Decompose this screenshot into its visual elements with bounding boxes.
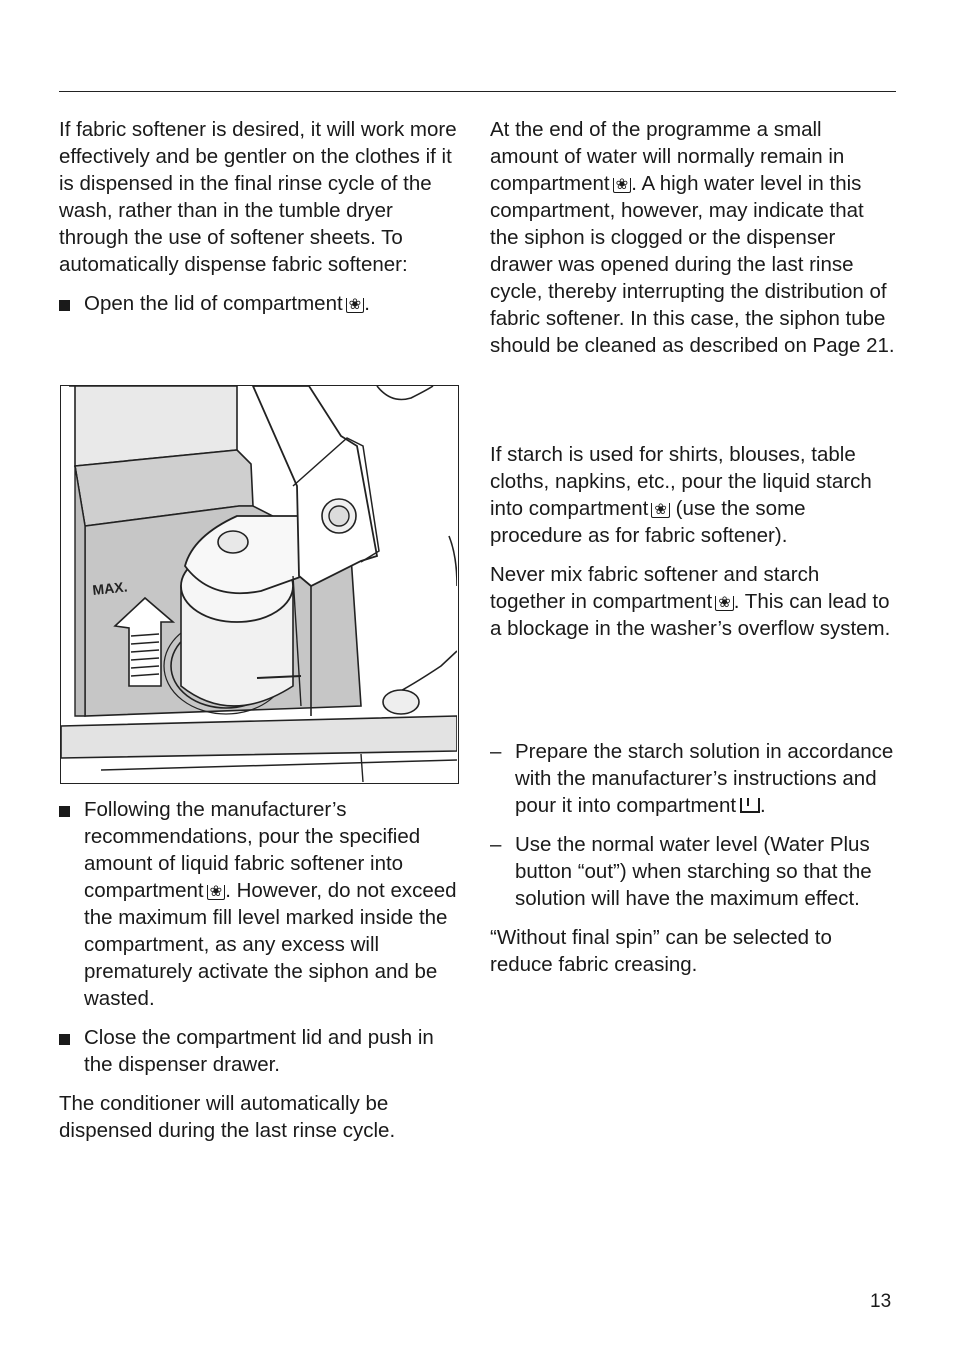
bullet-open-lid: Open the lid of compartment ❀ . xyxy=(59,290,464,317)
softener-compartment-icon: ❀ xyxy=(651,503,670,518)
softener-compartment-icon: ❀ xyxy=(715,596,734,611)
bullet-square-icon xyxy=(59,806,70,817)
dispenser-drawer-illustration xyxy=(60,385,459,784)
softener-compartment-icon: ❀ xyxy=(207,885,226,900)
dash-item-prepare: – Prepare the starch solution in accordance with the manufacturer’s instructions and pour it into compartment . xyxy=(490,740,894,817)
left-column-lower xyxy=(59,796,464,1156)
page-number: 13 xyxy=(870,1291,892,1312)
dash-mark: – xyxy=(490,740,502,763)
intro-paragraph: If fabric softener is desired, it will work more effectively and be gentler on the clothes if it is dispensed in the final rinse cycle of the wash, rather than in the tumble dryer through the use of softener sheets. To automatically dispense fabric softener: xyxy=(59,118,457,276)
never-mix-paragraph: Never mix fabric softener and starch together in compartment ❀ . This can lead to a blockage in the washer’s overflow system. xyxy=(490,563,891,640)
right-column xyxy=(490,116,895,990)
dash-item-water-level: – Use the normal water level (Water Plus button “out”) when starching so that the solution will have the maximum effect. xyxy=(490,833,872,910)
softener-compartment-icon: ❀ xyxy=(613,178,632,193)
bullet-square-icon xyxy=(59,1034,70,1045)
closing-paragraph-left: The conditioner will automatically be dispensed during the last rinse cycle. xyxy=(59,1092,396,1142)
max-label: MAX. xyxy=(91,578,129,598)
header-rule xyxy=(59,91,896,92)
water-remains-paragraph: At the end of the programme a small amount of water will normally remain in compartment ❀ . A high water level in this compartment, however, may indicate that the siphon is clogged or the dispenser drawer was opened during the last rinse cycle, thereby interrupting the distribution of fabric softener. In this case, the siphon tube should be cleaned as described on Page 21. xyxy=(490,118,895,357)
bullet-pour-softener: Following the manufacturer’s recommendations, pour the specified amount of liquid fabric softener into compartment ❀ . However, do not exceed the maximum fill level marked inside the compartment, as any excess will prematurely activate the siphon and be wasted. xyxy=(59,796,464,1012)
left-column xyxy=(59,116,464,329)
dash-mark: – xyxy=(490,833,502,856)
closing-paragraph-right: “Without final spin” can be selected to reduce fabric creasing. xyxy=(490,926,832,976)
bullet-square-icon xyxy=(59,300,70,311)
starch-paragraph: If starch is used for shirts, blouses, table cloths, napkins, etc., pour the liquid starch into compartment ❀ (use the some procedure as for fabric softener). xyxy=(490,443,872,547)
bullet-close-lid: Close the compartment lid and push in the dispenser drawer. xyxy=(59,1024,464,1078)
starch-compartment-icon xyxy=(740,798,760,813)
softener-compartment-icon: ❀ xyxy=(346,298,365,313)
